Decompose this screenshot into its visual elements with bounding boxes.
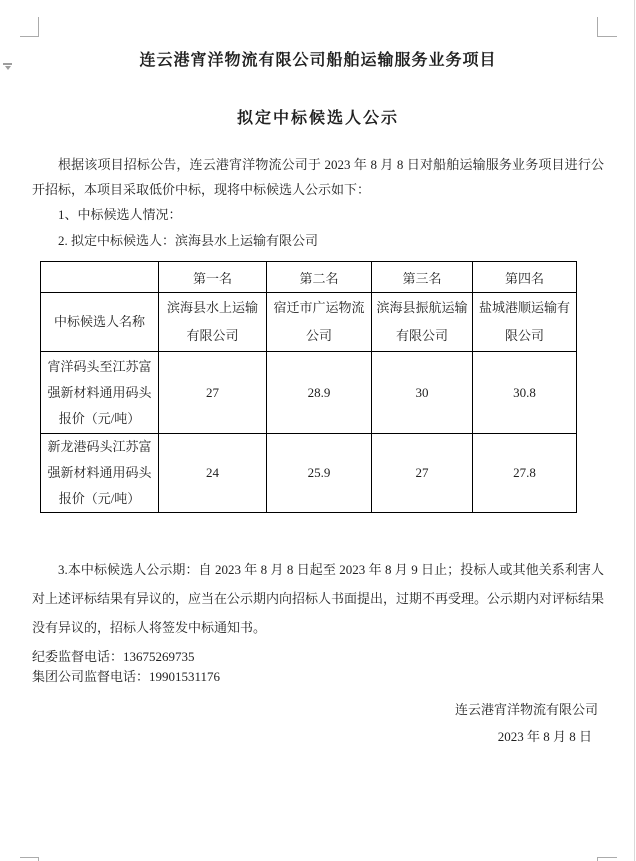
price-value: 30.8 bbox=[473, 352, 577, 434]
signature-company: 连云港宵洋物流有限公司 bbox=[454, 702, 598, 717]
candidate-name-4: 盐城港顺运输有限公司 bbox=[473, 293, 577, 352]
price-value: 24 bbox=[159, 434, 267, 513]
margin-crop-mark-bottom-right bbox=[597, 857, 617, 861]
document-subtitle: 拟定中标候选人公示 bbox=[236, 110, 399, 127]
signature-date: 2023 年 8 月 8 日 bbox=[497, 729, 592, 744]
document-title: 连云港宵洋物流有限公司船舶运输服务业务项目 bbox=[139, 52, 497, 69]
margin-crop-mark-bottom-left bbox=[20, 857, 39, 861]
group-supervision-phone: 集团公司监督电话：19901531176 bbox=[32, 669, 221, 684]
header-cell-rank-2: 第二名 bbox=[267, 262, 372, 293]
row-label-price-2: 新龙港码头江苏富强新材料通用码头报价（元/吨） bbox=[41, 434, 159, 513]
candidate-names-row bbox=[41, 293, 577, 352]
candidate-name-2: 宿迁市广运物流公司 bbox=[267, 293, 372, 352]
price-row-xiaoyang-wharf bbox=[41, 352, 577, 434]
price-value: 25.9 bbox=[267, 434, 372, 513]
bid-candidates-table bbox=[40, 261, 577, 513]
list-item-2: 2. 拟定中标候选人：滨海县水上运输有限公司 bbox=[58, 233, 319, 248]
header-cell-rank-3: 第三名 bbox=[372, 262, 473, 293]
discipline-supervision-phone: 纪委监督电话：13675269735 bbox=[32, 649, 195, 664]
price-value: 27 bbox=[372, 434, 473, 513]
intro-paragraph: 根据该项目招标公告，连云港宵洋物流公司于 2023 年 8 月 8 日对船舶运输服务业务项目进行公开招标，本项目采取低价中标，现将中标候选人公示如下： bbox=[32, 157, 604, 197]
header-cell-empty bbox=[41, 262, 159, 293]
candidate-name-1: 滨海县水上运输有限公司 bbox=[159, 293, 267, 352]
header-cell-rank-4: 第四名 bbox=[473, 262, 577, 293]
price-value: 27 bbox=[159, 352, 267, 434]
outline-collapse-icon-arrow bbox=[5, 66, 11, 70]
outline-collapse-icon-bar bbox=[3, 63, 12, 65]
price-value: 28.9 bbox=[267, 352, 372, 434]
row-label-price-1: 宵洋码头至江苏富强新材料通用码头报价（元/吨） bbox=[41, 352, 159, 434]
header-cell-rank-1: 第一名 bbox=[159, 262, 267, 293]
price-value: 27.8 bbox=[473, 434, 577, 513]
price-value: 30 bbox=[372, 352, 473, 434]
outline-collapse-icon[interactable] bbox=[3, 63, 12, 71]
page-edge bbox=[634, 0, 635, 861]
signature-block bbox=[32, 696, 604, 750]
list-item-1: 1、中标候选人情况： bbox=[58, 207, 182, 222]
notice-paragraph: 3.本中标候选人公示期：自 2023 年 8 月 8 日起至 2023 年 8 月 9 日止；投标人或其他关系利害人对上述评标结果有异议的，应当在公示期内向招标人书面提出，过期不再受理。公示期内对评标结果没有异议的，招标人将签发中标通知书。 bbox=[32, 562, 605, 635]
document-content bbox=[32, 0, 604, 750]
row-label-candidate-name: 中标候选人名称 bbox=[41, 293, 159, 352]
price-row-xinlonggang-wharf bbox=[41, 434, 577, 513]
table-header-row bbox=[41, 262, 577, 293]
candidate-name-3: 滨海县振航运输有限公司 bbox=[372, 293, 473, 352]
